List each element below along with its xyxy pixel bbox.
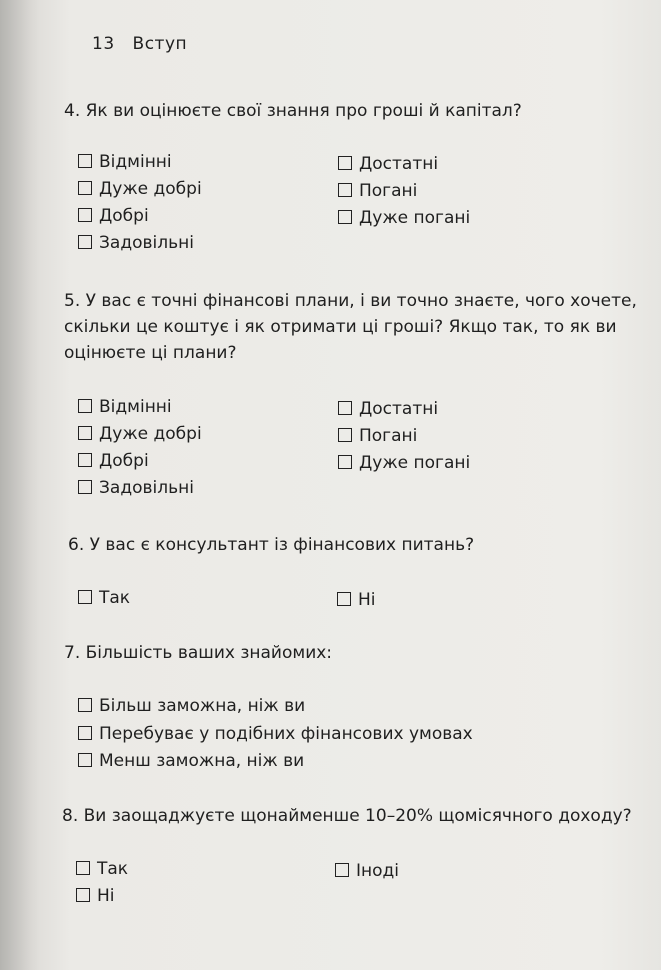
option-very-poor[interactable]: Дуже погані xyxy=(338,208,470,228)
option-poor[interactable]: Погані xyxy=(338,426,417,446)
checkbox[interactable] xyxy=(78,154,92,168)
checkbox[interactable] xyxy=(78,235,92,249)
checkbox[interactable] xyxy=(78,590,92,604)
question-8: 8. Ви заощаджуєте щонайменше 10–20% щомісячного доходу? xyxy=(62,806,632,826)
checkbox[interactable] xyxy=(78,181,92,195)
spine-shadow xyxy=(0,0,40,970)
question-5: 5. У вас є точні фінансові плани, і ви точно знаєте, чого хочете, скільки це коштує і як отримати ці гроші? Якщо так, то як ви оцінюєте ці плани? xyxy=(64,291,637,363)
option-excellent[interactable]: Відмінні xyxy=(78,397,172,417)
option-yes[interactable]: Так xyxy=(76,859,128,879)
checkbox[interactable] xyxy=(338,156,352,170)
checkbox[interactable] xyxy=(78,453,92,467)
option-similar[interactable]: Перебуває у подібних фінансових умовах xyxy=(78,724,473,744)
checkbox[interactable] xyxy=(338,455,352,469)
checkbox[interactable] xyxy=(78,698,92,712)
option-excellent[interactable]: Відмінні xyxy=(78,152,172,172)
option-less-wealthy[interactable]: Менш заможна, ніж ви xyxy=(78,751,304,771)
option-sufficient[interactable]: Достатні xyxy=(338,399,438,419)
option-no[interactable]: Ні xyxy=(337,590,376,610)
page-number: 13 xyxy=(92,34,115,54)
checkbox[interactable] xyxy=(338,210,352,224)
checkbox[interactable] xyxy=(338,401,352,415)
option-poor[interactable]: Погані xyxy=(338,181,417,201)
checkbox[interactable] xyxy=(78,753,92,767)
checkbox[interactable] xyxy=(78,208,92,222)
checkbox[interactable] xyxy=(76,888,90,902)
option-no[interactable]: Ні xyxy=(76,886,115,906)
option-good[interactable]: Добрі xyxy=(78,206,149,226)
checkbox[interactable] xyxy=(338,428,352,442)
option-sufficient[interactable]: Достатні xyxy=(338,154,438,174)
question-6: 6. У вас є консультант із фінансових питань? xyxy=(68,535,475,555)
checkbox[interactable] xyxy=(78,480,92,494)
option-satisfactory[interactable]: Задовільні xyxy=(78,478,194,498)
option-wealthier[interactable]: Більш заможна, ніж ви xyxy=(78,696,305,716)
option-very-good[interactable]: Дуже добрі xyxy=(78,424,202,444)
option-sometimes[interactable]: Іноді xyxy=(335,861,399,881)
question-4 xyxy=(64,98,522,124)
checkbox[interactable] xyxy=(78,726,92,740)
checkbox[interactable] xyxy=(335,863,349,877)
option-yes[interactable]: Так xyxy=(78,588,130,608)
section-title: Вступ xyxy=(132,34,188,54)
checkbox[interactable] xyxy=(78,426,92,440)
option-very-good[interactable]: Дуже добрі xyxy=(78,179,202,199)
question-7: 7. Більшість ваших знайомих: xyxy=(64,643,333,663)
running-header xyxy=(92,34,187,54)
checkbox[interactable] xyxy=(76,861,90,875)
option-good[interactable]: Добрі xyxy=(78,451,149,471)
checkbox[interactable] xyxy=(78,399,92,413)
option-very-poor[interactable]: Дуже погані xyxy=(338,453,470,473)
option-satisfactory[interactable]: Задовільні xyxy=(78,233,194,253)
checkbox[interactable] xyxy=(337,592,351,606)
checkbox[interactable] xyxy=(338,183,352,197)
question-text: 4. Як ви оцінюєте свої знання про гроші й капітал? xyxy=(64,101,522,121)
